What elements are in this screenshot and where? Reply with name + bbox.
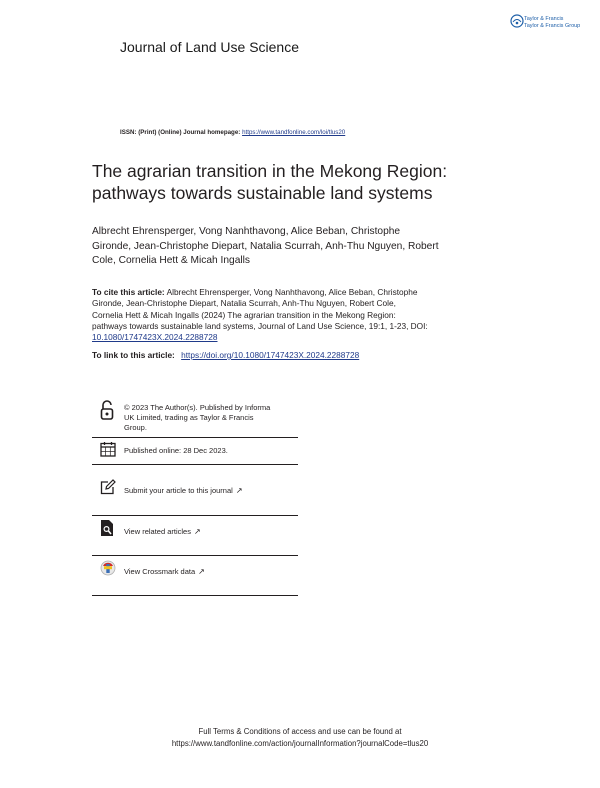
link-label: To link to this article:: [92, 350, 175, 360]
citation-label: To cite this article:: [92, 287, 165, 297]
calendar-icon: [100, 441, 116, 457]
published-date: Published online: 28 Dec 2023.: [124, 446, 228, 455]
logo-line2: Taylor & Francis Group: [524, 23, 581, 29]
article-title-line1: The agrarian transition in the Mekong Region:: [92, 161, 448, 181]
issn-label: ISSN: (Print) (Online) Journal homepage:: [120, 129, 241, 136]
logo-line1: Taylor & Francis: [524, 16, 564, 22]
license-row: [92, 400, 298, 438]
authors-line3: Cole, Cornelia Hett & Micah Ingalls: [92, 255, 250, 266]
citation-block: [92, 287, 522, 343]
related-articles-icon: [100, 519, 114, 537]
external-link-icon: ↗: [193, 527, 201, 536]
publisher-logo: [510, 14, 581, 40]
issn-line: [120, 129, 345, 136]
link-line: [92, 350, 359, 360]
related-articles-link[interactable]: View related articles: [124, 527, 191, 536]
citation-doi-link[interactable]: 10.1080/1747423X.2024.2288728: [92, 332, 218, 343]
article-title-line2: pathways towards sustainable land systems: [92, 183, 433, 203]
citation-line2: Gironde, Jean-Christophe Diepart, Natalia Scurrah, Anh-Thu Nguyen, Robert Cole,: [92, 298, 396, 309]
crossmark-row[interactable]: [92, 556, 298, 596]
related-row[interactable]: [92, 516, 298, 556]
crossmark-link[interactable]: View Crossmark data: [124, 567, 196, 576]
footer-line1: Full Terms & Conditions of access and use can be found at: [198, 727, 402, 736]
license-line1: © 2023 The Author(s). Published by Informa: [124, 403, 271, 412]
crossmark-icon: [100, 560, 116, 576]
footer-terms-link[interactable]: https://www.tandfonline.com/action/journalInformation?journalCode=tlus20: [171, 738, 429, 748]
external-link-icon: ↗: [198, 567, 205, 576]
license-line2: UK Limited, trading as Taylor & Francis: [124, 413, 254, 422]
citation-line4: pathways towards sustainable land systems, Journal of Land Use Science, 19:1, 1-23, DOI:: [92, 320, 428, 331]
article-title: [92, 160, 512, 204]
authors-line1: Albrecht Ehrensperger, Vong Nanhthavong, Alice Beban, Christophe: [92, 226, 401, 237]
article-doi-link[interactable]: https://doi.org/10.1080/1747423X.2024.2288728: [181, 350, 360, 360]
submit-row[interactable]: [92, 465, 298, 516]
citation-line3: Cornelia Hett & Micah Ingalls (2024) The agrarian transition in the Mekong Region:: [92, 309, 396, 320]
authors-line2: Gironde, Jean-Christophe Diepart, Natalia Scurrah, Anh-Thu Nguyen, Robert: [92, 240, 439, 252]
citation-line1: Albrecht Ehrensperger, Vong Nanhthavong, Alice Beban, Christophe: [166, 287, 418, 297]
footer: [0, 726, 600, 749]
open-access-lock-icon: [100, 400, 114, 420]
journal-homepage-link[interactable]: https://www.tandfonline.com/loi/tlus20: [242, 129, 346, 136]
external-link-icon: ↗: [235, 486, 243, 495]
license-line3: Group.: [124, 423, 147, 432]
published-row: [92, 438, 298, 465]
publisher-logo-icon: [510, 14, 524, 28]
submit-article-link[interactable]: Submit your article to this journal: [124, 486, 233, 495]
edit-icon: [100, 479, 116, 495]
authors: [92, 225, 520, 269]
journal-title: Journal of Land Use Science: [120, 39, 299, 55]
